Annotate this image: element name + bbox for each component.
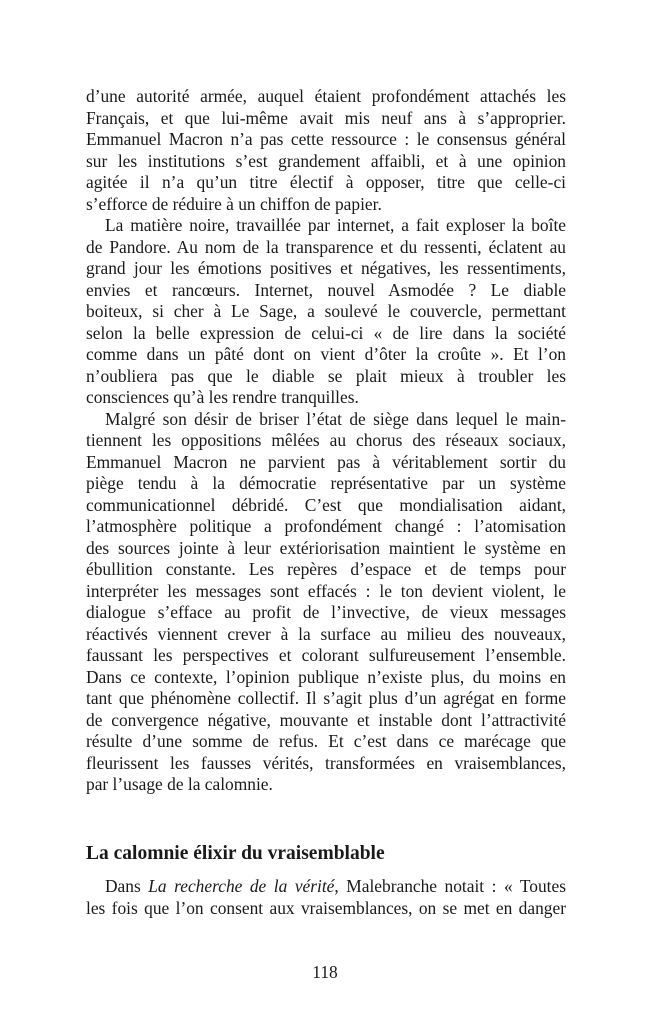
text-line: Malgré son désir de briser l’état de siège dans lequel le main- — [105, 408, 566, 429]
text-line: de convergence négative, mouvante et instable dont l’attractivité — [86, 709, 566, 730]
paragraph-4 — [86, 876, 566, 919]
paragraph-2 — [86, 215, 566, 409]
text-line: par l’usage de la calomnie. — [86, 774, 273, 794]
text-line: sur les institutions s’est grandement affaibli, et à une opinion — [86, 150, 566, 171]
text-segment: , Malebranche notait : « Toutes — [334, 876, 566, 896]
text-line: envies et rancœurs. Internet, nouvel Asmodée ? Le diable — [86, 279, 566, 300]
text-line: résulte d’une somme de refus. Et c’est dans ce marécage que — [86, 731, 566, 751]
body-text — [86, 86, 566, 796]
text-line: communicationnel débridé. C’est que mondialisation aidant, — [86, 494, 566, 515]
text-line: comme dans un pâté dont on vient d’ôter la croûte ». Et l’on — [86, 344, 566, 364]
section-heading: La calomnie élixir du vraisemblable — [86, 843, 385, 864]
page-number: 118 — [312, 962, 338, 982]
text-line: interpréter les messages sont effacés : le ton devient violent, le — [86, 580, 566, 601]
text-line: La matière noire, travaillée par internet, a fait exploser la boîte — [105, 215, 566, 235]
paragraph-3 — [86, 409, 566, 796]
book-title: La recherche de la vérité — [148, 876, 335, 896]
text-line: Français, et que lui-même avait mis neuf ans à s’approprier. — [86, 107, 566, 128]
text-line: s’efforce de réduire à un chiffon de papier. — [86, 193, 382, 214]
text-line: d’une autorité armée, auquel étaient profondément attachés les — [86, 86, 566, 106]
text-line: faussant les perspectives et colorant sulfureusement l’ensemble. — [86, 645, 566, 665]
text-line: agitée il n’a qu’un titre électif à opposer, titre que celle-ci — [86, 172, 566, 192]
text-line: fleurissent les fausses vérités, transformées en vraisemblances, — [86, 752, 566, 773]
text-line: tant que phénomène collectif. Il s’agit plus d’un agrégat en forme — [86, 688, 566, 708]
paragraph-1 — [86, 86, 566, 215]
text-line: des sources jointe à leur extériorisation maintient le système en — [86, 537, 566, 558]
text-line: Dans ce contexte, l’opinion publique n’existe plus, du moins en — [86, 666, 566, 687]
text-line: grand jour les émotions positives et négatives, les ressentiments, — [86, 258, 566, 278]
text-line: de Pandore. Au nom de la transparence et du ressenti, éclatent au — [86, 236, 566, 257]
text-line: l’atmosphère politique a profondément changé : l’atomisation — [86, 516, 566, 536]
text-line: Emmanuel Macron n’a pas cette ressource : le consensus général — [86, 129, 566, 149]
text-line: réactivés viennent crever à la surface au milieu des nouveaux, — [86, 623, 566, 644]
text-line: Emmanuel Macron ne parvient pas à véritablement sortir du — [86, 451, 566, 472]
text-line: piège tendu à la démocratie représentative par un système — [86, 473, 566, 493]
text-segment: Dans — [105, 876, 149, 896]
text-line: consciences qu’à les rendre tranquilles. — [86, 387, 359, 407]
text-line: ébullition constante. Les repères d’espace et de temps pour — [86, 559, 566, 579]
text-line: les fois que l’on consent aux vraisemblances, on se met en danger — [86, 897, 566, 918]
text-line: tiennent les oppositions mêlées au chorus des réseaux sociaux, — [86, 430, 566, 450]
text-line: n’oubliera pas que le diable se plait mieux à troubler les — [86, 365, 566, 386]
text-line: boiteux, si cher à Le Sage, a soulevé le couvercle, permettant — [86, 301, 566, 321]
text-line: selon la belle expression de celui-ci « de lire dans la société — [86, 322, 566, 343]
text-line — [86, 876, 566, 898]
text-line: dialogue s’efface au profit de l’invective, de vieux messages — [86, 602, 566, 622]
